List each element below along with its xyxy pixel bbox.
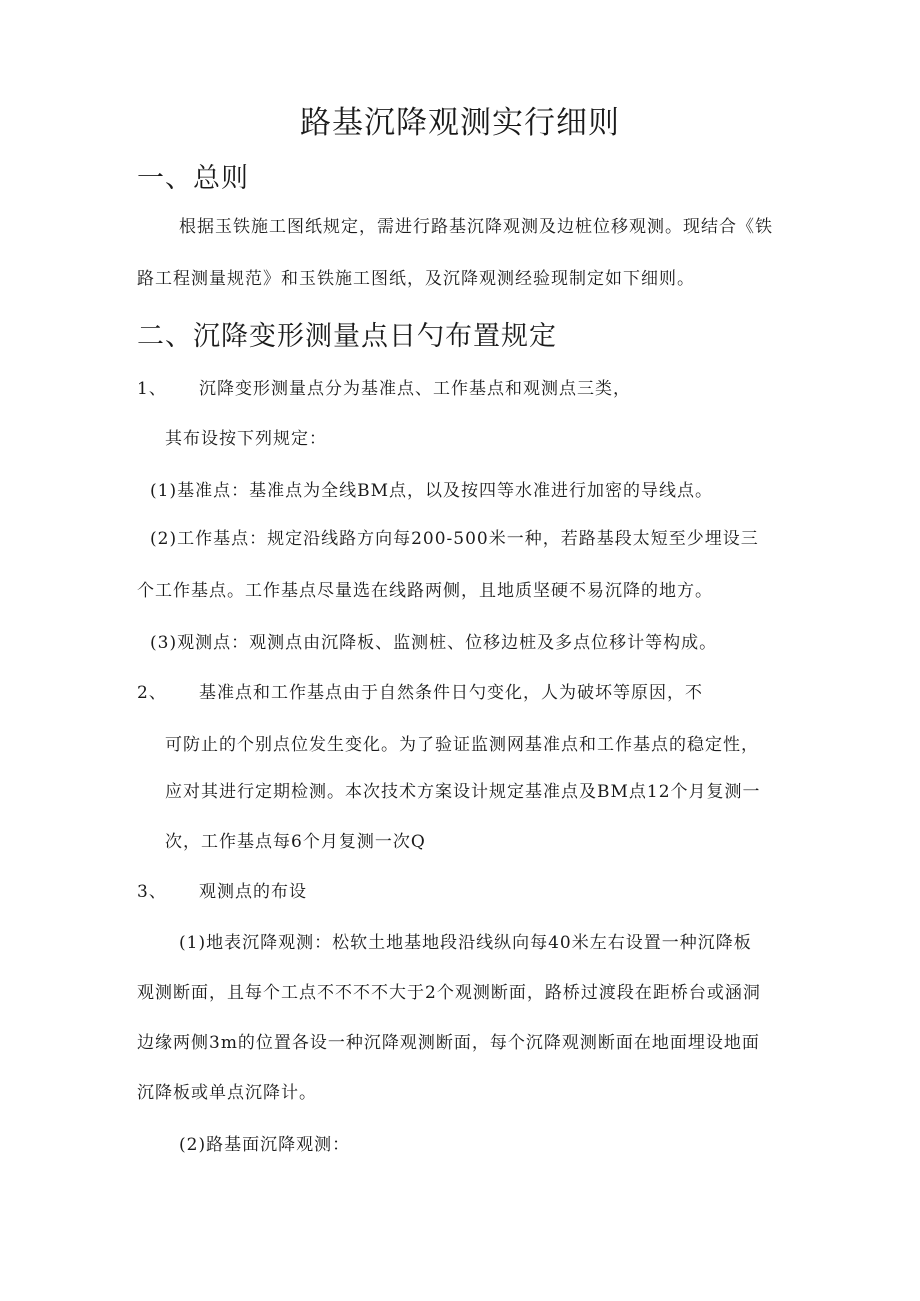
sub-item-work-point: (2)工作基点：规定沿线路方向每200-500米一种，若路基段太短至少埋设三	[150, 529, 759, 549]
paragraph-line: 沉降板或单点沉降计。	[137, 1083, 317, 1103]
paragraph-line: 根据玉铁施工图纸规定，需进行路基沉降观测及边桩位移观测。现结合《铁	[179, 217, 773, 237]
list-number: 2、	[137, 683, 167, 703]
document-title: 路基沉降观测实行细则	[300, 105, 620, 141]
list-text: 基准点和工作基点由于自然条件日勺变化，人为破坏等原因，不	[199, 683, 703, 703]
sub-item-subgrade-settlement: (2)路基面沉降观测：	[179, 1135, 351, 1155]
paragraph-line: 可防止的个别点位发生变化。为了验证监测网基准点和工作基点的稳定性，	[165, 735, 759, 755]
paragraph-line: 应对其进行定期检测。本次技术方案设计规定基准点及BM点12个月复测一	[165, 782, 761, 802]
list-item-2	[137, 678, 703, 708]
paragraph-line: 路工程测量规范》和玉铁施工图纸，及沉降观测经验现制定如下细则。	[137, 269, 695, 289]
list-item-3	[137, 877, 307, 907]
section-heading-layout: 二、沉降变形测量点日勺布置规定	[137, 321, 557, 352]
list-text: 沉降变形测量点分为基准点、工作基点和观测点三类，	[199, 379, 631, 399]
paragraph-line: 观测断面，且每个工点不不不不大于2个观测断面，路桥过渡段在距桥台或涵洞	[137, 983, 761, 1003]
list-number: 1、	[137, 379, 167, 399]
paragraph-line: 次，工作基点每6个月复测一次Q	[165, 832, 426, 852]
paragraph-line: 边缘两侧3m的位置各设一种沉降观测断面，每个沉降观测断面在地面埋设地面	[137, 1033, 760, 1053]
list-item-1	[137, 374, 631, 404]
list-number: 3、	[137, 882, 167, 902]
sub-item-observation-point: (3)观测点：观测点由沉降板、监测桩、位移边桩及多点位移计等构成。	[150, 633, 718, 653]
sub-item-surface-settlement: (1)地表沉降观测：松软土地基地段沿线纵向每40米左右设置一种沉降板	[179, 933, 752, 953]
section-heading-general: 一、总则	[137, 163, 249, 194]
list-text: 观测点的布设	[199, 882, 307, 902]
sub-item-benchmark: (1)基准点：基准点为全线BM点，以及按四等水准进行加密的导线点。	[150, 481, 713, 501]
paragraph-line: 个工作基点。工作基点尽量选在线路两侧，且地质坚硬不易沉降的地方。	[137, 581, 713, 601]
paragraph-line: 其布设按下列规定：	[165, 429, 327, 449]
